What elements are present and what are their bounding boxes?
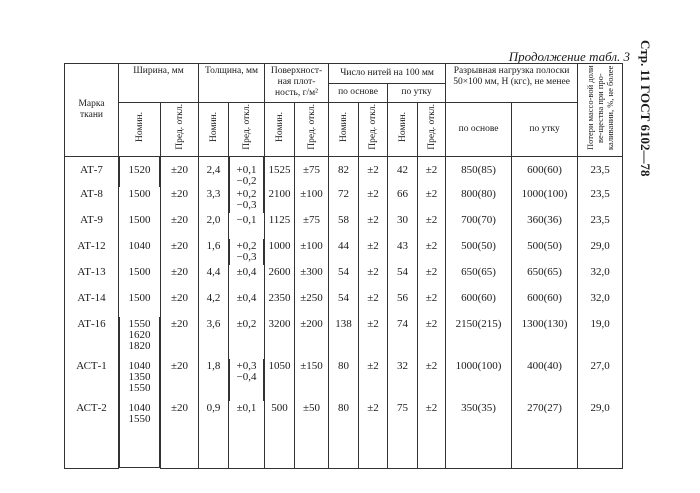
table-cell: 2,0 bbox=[199, 213, 229, 239]
header-thickness: Толщина, мм bbox=[199, 64, 265, 103]
table-cell: 27,0 bbox=[578, 359, 623, 401]
header-width-dev: Пред. откл. bbox=[161, 102, 199, 156]
table-cell: ±2 bbox=[359, 187, 388, 213]
table-cell: 500 bbox=[265, 401, 295, 468]
table-cell: 66 bbox=[388, 187, 418, 213]
table-row bbox=[65, 213, 623, 239]
table-cell: 1,6 bbox=[199, 239, 229, 265]
table-cell: ±2 bbox=[418, 359, 446, 401]
table-cell: ±20 bbox=[161, 239, 199, 265]
table-cell: 1520 bbox=[119, 157, 160, 187]
table-cell: 1500 bbox=[119, 213, 161, 239]
table-cell: 0,9 bbox=[199, 401, 229, 468]
table-row bbox=[65, 157, 623, 188]
table-cell: 600(60) bbox=[446, 291, 512, 317]
table-cell: 43 bbox=[388, 239, 418, 265]
table-cell: ±2 bbox=[418, 401, 446, 468]
table-cell: АСТ-2 bbox=[65, 401, 119, 468]
table-cell: 56 bbox=[388, 291, 418, 317]
table-cell: ±2 bbox=[359, 291, 388, 317]
table-cell: 1040 bbox=[119, 239, 161, 265]
table-cell: 72 bbox=[329, 187, 359, 213]
table-cell: ±300 bbox=[295, 265, 329, 291]
table-cell: ±2 bbox=[418, 317, 446, 359]
table-cell: +0,2 −0,3 bbox=[229, 187, 264, 213]
table-cell: 500(50) bbox=[512, 239, 578, 265]
header-density-nom: Номин. bbox=[265, 102, 295, 156]
table-cell: ±100 bbox=[295, 187, 329, 213]
table-cell: АТ-7 bbox=[65, 157, 119, 188]
table-cell: 1500 bbox=[119, 187, 161, 213]
table-cell: ±20 bbox=[161, 401, 199, 468]
table-cell: АТ-16 bbox=[65, 317, 119, 359]
table-cell: 23,5 bbox=[578, 157, 623, 188]
fabric-spec-table bbox=[64, 63, 623, 469]
table-cell: ±2 bbox=[359, 359, 388, 401]
table-cell: 23,5 bbox=[578, 187, 623, 213]
table-cell: 4,2 bbox=[199, 291, 229, 317]
table-cell: 30 bbox=[388, 213, 418, 239]
table-cell: АСТ-1 bbox=[65, 359, 119, 401]
table-cell: 58 bbox=[329, 213, 359, 239]
table-cell: 650(65) bbox=[512, 265, 578, 291]
table-cell: 19,0 bbox=[578, 317, 623, 359]
table-cell: 1000 bbox=[265, 239, 295, 265]
table-cell: ±20 bbox=[161, 213, 199, 239]
table-cell: 1500 bbox=[119, 265, 161, 291]
table-cell: 600(60) bbox=[512, 291, 578, 317]
table-cell: 54 bbox=[388, 265, 418, 291]
table-cell: 82 bbox=[329, 157, 359, 188]
table-cell: ±75 bbox=[295, 213, 329, 239]
table-cell: 3,3 bbox=[199, 187, 229, 213]
table-cell: АТ-13 bbox=[65, 265, 119, 291]
table-cell: ±150 bbox=[295, 359, 329, 401]
table-cell: ±75 bbox=[295, 157, 329, 188]
table-cell: 400(40) bbox=[512, 359, 578, 401]
table-cell: 1000(100) bbox=[512, 187, 578, 213]
table-cell: 1000(100) bbox=[446, 359, 512, 401]
table-cell: ±2 bbox=[359, 157, 388, 188]
table-cell: 2,4 bbox=[199, 157, 229, 188]
table-cell: ±20 bbox=[161, 359, 199, 401]
table-cell: АТ-8 bbox=[65, 187, 119, 213]
table-cell: 54 bbox=[329, 291, 359, 317]
header-weft-dev: Пред. откл. bbox=[418, 102, 446, 156]
table-cell: 4,4 bbox=[199, 265, 229, 291]
table-row bbox=[65, 317, 623, 359]
header-load: Разрывная нагрузка полоски 50×100 мм, Н (кгс), не менее bbox=[446, 64, 578, 103]
table-cell: 350(35) bbox=[446, 401, 512, 468]
table-cell: 600(60) bbox=[512, 157, 578, 188]
table-cell: 1525 bbox=[265, 157, 295, 188]
table-row bbox=[65, 291, 623, 317]
table-cell: 1500 bbox=[119, 291, 161, 317]
header-weft: по утку bbox=[388, 83, 446, 102]
table-cell: 1040 1550 bbox=[119, 401, 160, 468]
table-cell: ±2 bbox=[359, 213, 388, 239]
table-cell: АТ-9 bbox=[65, 213, 119, 239]
table-cell: 650(65) bbox=[446, 265, 512, 291]
table-cell: 3,6 bbox=[199, 317, 229, 359]
table-cell: ±2 bbox=[418, 239, 446, 265]
header-thickness-nom: Номин. bbox=[199, 102, 229, 156]
table-cell: 23,5 bbox=[578, 213, 623, 239]
table-cell: 850(85) bbox=[446, 157, 512, 188]
header-mark: Марка ткани bbox=[65, 64, 119, 157]
table-cell: ±2 bbox=[418, 187, 446, 213]
table-cell: +0,2 −0,3 bbox=[229, 239, 264, 265]
table-row bbox=[65, 265, 623, 291]
table-cell: АТ-12 bbox=[65, 239, 119, 265]
table-cell: 1050 bbox=[265, 359, 295, 401]
table-cell: 800(80) bbox=[446, 187, 512, 213]
table-row bbox=[65, 187, 623, 213]
table-cell: 138 bbox=[329, 317, 359, 359]
table-cell: 3200 bbox=[265, 317, 295, 359]
table-cell: ±0,1 bbox=[229, 401, 265, 468]
header-warp-dev: Пред. откл. bbox=[359, 102, 388, 156]
table-cell: ±2 bbox=[418, 157, 446, 188]
table-cell: ±2 bbox=[359, 401, 388, 468]
table-cell: 2100 bbox=[265, 187, 295, 213]
header-warp: по основе bbox=[329, 83, 388, 102]
table-cell: 42 bbox=[388, 157, 418, 188]
table-cell: 29,0 bbox=[578, 401, 623, 468]
table-cell: ±0,2 bbox=[229, 317, 265, 359]
header-width: Ширина, мм bbox=[119, 64, 199, 103]
table-cell: 2600 bbox=[265, 265, 295, 291]
table-cell: ±2 bbox=[359, 265, 388, 291]
table-cell: 1550 1620 1820 bbox=[119, 317, 160, 359]
table-cell: ±2 bbox=[418, 213, 446, 239]
table-cell: 1040 1350 1550 bbox=[119, 359, 160, 401]
table-cell: 700(70) bbox=[446, 213, 512, 239]
header-threads: Число нитей на 100 мм bbox=[329, 64, 446, 84]
table-cell: ±2 bbox=[359, 239, 388, 265]
table-cell: 32 bbox=[388, 359, 418, 401]
table-cell: 1,8 bbox=[199, 359, 229, 401]
table-cell: 44 bbox=[329, 239, 359, 265]
table-row bbox=[65, 401, 623, 468]
table-cell: +0,3 −0,4 bbox=[229, 359, 264, 401]
header-density: Поверхност-ная плот-ность, г/м² bbox=[265, 64, 329, 103]
table-cell: 1300(130) bbox=[512, 317, 578, 359]
table-cell: 270(27) bbox=[512, 401, 578, 468]
table-cell: ±2 bbox=[418, 265, 446, 291]
table-cell: ±50 bbox=[295, 401, 329, 468]
table-cell: 74 bbox=[388, 317, 418, 359]
table-cell: 1125 bbox=[265, 213, 295, 239]
header-load-weft: по утку bbox=[512, 102, 578, 156]
header-load-warp: по основе bbox=[446, 102, 512, 156]
table-cell: ±20 bbox=[161, 317, 199, 359]
table-cell: 32,0 bbox=[578, 291, 623, 317]
table-cell: ±20 bbox=[161, 187, 199, 213]
table-cell: 360(36) bbox=[512, 213, 578, 239]
header-weft-nom: Номин. bbox=[388, 102, 418, 156]
table-cell: ±20 bbox=[161, 265, 199, 291]
header-density-dev: Пред. откл. bbox=[295, 102, 329, 156]
header-thickness-dev: Пред. откл. bbox=[229, 102, 265, 156]
table-cell: 32,0 bbox=[578, 265, 623, 291]
table-cell: 2150(215) bbox=[446, 317, 512, 359]
table-cell: ±2 bbox=[418, 291, 446, 317]
header-warp-nom: Номин. bbox=[329, 102, 359, 156]
header-mass-loss: Потери массо-вой доли ве-щества при про-каливании, %, не более bbox=[578, 64, 623, 157]
table-cell: 29,0 bbox=[578, 239, 623, 265]
table-cell: 54 bbox=[329, 265, 359, 291]
table-cell: ±0,4 bbox=[229, 265, 265, 291]
table-cell: ±250 bbox=[295, 291, 329, 317]
table-row bbox=[65, 239, 623, 265]
table-cell: ±200 bbox=[295, 317, 329, 359]
table-cell: 80 bbox=[329, 401, 359, 468]
table-caption: Продолжение табл. 3 bbox=[508, 49, 630, 64]
table-cell: ±20 bbox=[161, 157, 199, 188]
table-cell: 80 bbox=[329, 359, 359, 401]
table-row bbox=[65, 359, 623, 401]
table-cell: ±20 bbox=[161, 291, 199, 317]
table-cell: ±100 bbox=[295, 239, 329, 265]
table-cell: 2350 bbox=[265, 291, 295, 317]
table-cell: +0,1 −0,2 bbox=[229, 157, 264, 187]
table-cell: ±2 bbox=[359, 317, 388, 359]
table-cell: ±0,4 bbox=[229, 291, 265, 317]
table-cell: −0,1 bbox=[229, 213, 265, 239]
table-cell: АТ-14 bbox=[65, 291, 119, 317]
table-cell: 500(50) bbox=[446, 239, 512, 265]
page-side-label: Стр. 11 ГОСТ 6102—78 bbox=[638, 40, 653, 177]
table-cell: 75 bbox=[388, 401, 418, 468]
header-width-nom: Номин. bbox=[119, 102, 161, 156]
